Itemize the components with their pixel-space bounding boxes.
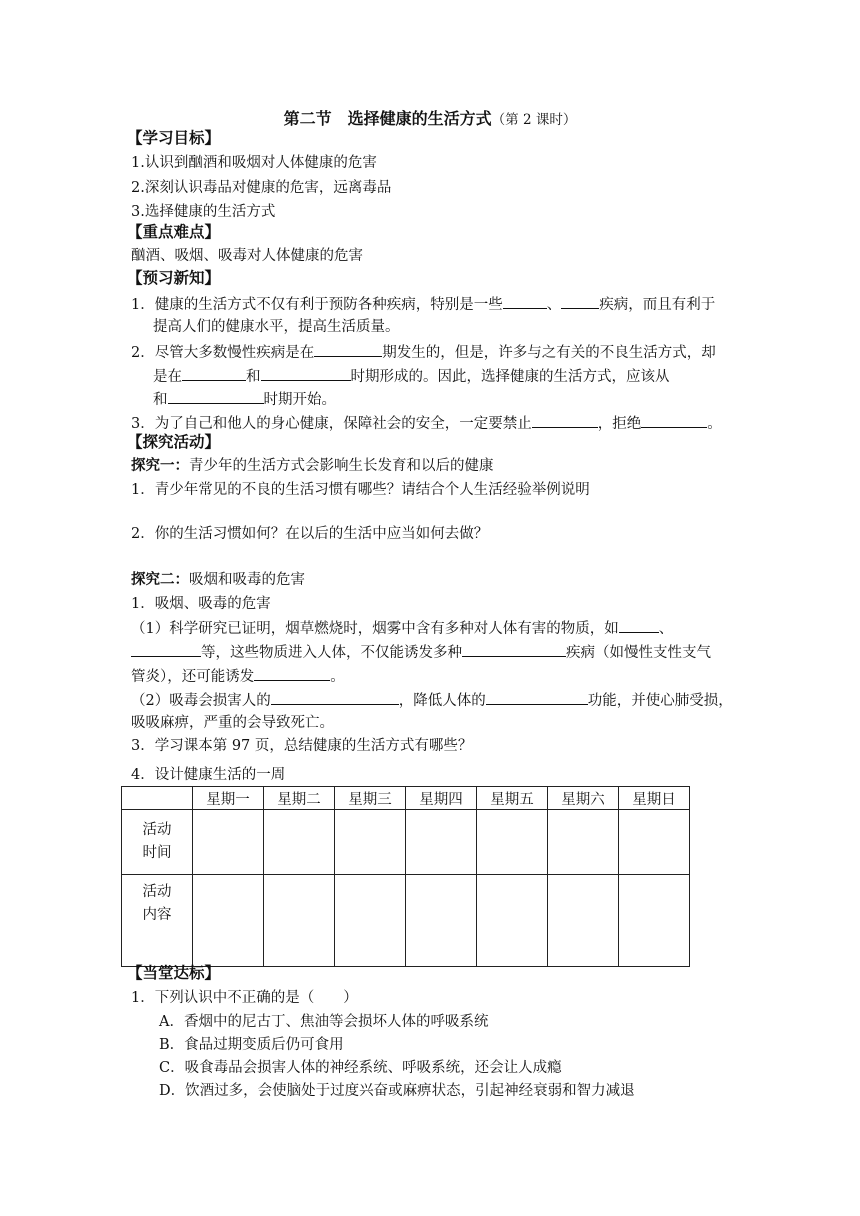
objective-item: 2.深刻认识毒品对健康的危害，远离毒品 [131,180,392,196]
preview-q2-line3: 和 时期开始。 [153,388,336,410]
table-cell[interactable] [619,875,690,967]
quiz-option-a[interactable]: A．香烟中的尼古丁、焦油等会损坏人体的呼吸系统 [159,1014,489,1030]
table-cell[interactable] [619,810,690,875]
fill-blank[interactable] [641,412,707,428]
objectives-heading: 【学习目标】 [127,129,221,147]
objective-item: 1.认识到酗酒和吸烟对人体健康的危害 [131,155,377,171]
preview-q1-line2: 提高人们的健康水平，提高生活质量。 [153,319,400,335]
fill-blank[interactable] [131,641,201,657]
table-cell[interactable] [193,875,264,967]
preview-q2-line1: 2．尽管大多数慢性疾病是在 期发生的，但是，许多与之有关的不良生活方式，却 [131,341,716,363]
explore-t1-q1: 1．青少年常见的不良的生活习惯有哪些？请结合个人生活经验举例说明 [131,482,590,498]
preview-q3: 3．为了自己和他人的身心健康，保障社会的安全，一定要禁止 ，拒绝 。 [131,412,722,434]
table-cell[interactable] [548,810,619,875]
table-cell[interactable] [335,810,406,875]
page-title [0,106,860,129]
day-header: 星期四 [406,787,477,810]
explore-heading: 【探究活动】 [127,433,221,451]
fill-blank[interactable] [561,293,599,309]
explore-topic-1: 探究一：青少年的生活方式会影响生长发育和以后的健康 [131,458,494,474]
fill-blank[interactable] [168,388,264,404]
table-cell[interactable] [406,810,477,875]
day-header: 星期日 [619,787,690,810]
key-points-text: 酗酒、吸烟、吸毒对人体健康的危害 [131,248,363,264]
fill-blank[interactable] [254,665,330,681]
table-cell[interactable] [264,875,335,967]
table-cell[interactable] [548,875,619,967]
fill-blank[interactable] [462,641,566,657]
explore-t1-q2: 2．你的生活习惯如何？在以后的生活中应当如何去做？ [131,526,489,542]
explore-p2-line1: （2）吸毒会损害人的 ，降低人体的 功能，并使心肺受损， [131,689,733,711]
table-cell[interactable] [477,810,548,875]
fill-blank[interactable] [619,617,659,633]
quiz-heading: 【当堂达标】 [127,964,221,982]
quiz-option-c[interactable]: C．吸食毒品会损害人体的神经系统、呼吸系统，还会让人成瘾 [159,1060,562,1076]
weekly-plan-table [121,786,690,967]
table-cell[interactable] [406,875,477,967]
day-header: 星期三 [335,787,406,810]
fill-blank[interactable] [503,293,547,309]
table-cell[interactable] [335,875,406,967]
row-label-activity-time: 活动 时间 [122,810,193,875]
explore-p2-line2: 吸吸麻痹，严重的会导致死亡。 [131,715,334,731]
fill-blank[interactable] [486,689,588,705]
title-main: 第二节 选择健康的生活方式 [283,109,492,128]
table-header-row [122,787,690,810]
day-header: 星期五 [477,787,548,810]
fill-blank[interactable] [314,341,382,357]
day-header: 星期六 [548,787,619,810]
fill-blank[interactable] [182,365,246,381]
quiz-option-b[interactable]: B．食品过期变质后仍可食用 [159,1037,344,1053]
day-header: 星期二 [264,787,335,810]
fill-blank[interactable] [532,412,598,428]
preview-q2-line2: 是在 和 时期形成的。因此，选择健康的生活方式，应该从 [153,365,670,387]
fill-blank[interactable] [261,365,351,381]
explore-q4: 4．设计健康生活的一周 [131,767,286,783]
table-row-activity-content [122,875,690,967]
key-points-heading: 【重点难点】 [127,223,221,241]
row-label-activity-content: 活动 内容 [122,875,193,967]
table-cell[interactable] [193,810,264,875]
quiz-q1: 1．下列认识中不正确的是（ ） [131,990,358,1006]
preview-q1-line1: 1．健康的生活方式不仅有利于预防各种疾病，特别是一些 、 疾病，而且有利于 [131,293,715,315]
table-corner-cell [122,787,193,810]
objective-item: 3.选择健康的生活方式 [131,204,276,220]
preview-heading: 【预习新知】 [127,269,221,287]
explore-q3: 3．学习课本第 97 页，总结健康的生活方式有哪些？ [131,738,473,754]
table-cell[interactable] [477,875,548,967]
explore-p1-line3: 管炎），还可能诱发 。 [131,665,345,687]
explore-t2-q1: 1．吸烟、吸毒的危害 [131,596,271,612]
day-header: 星期一 [193,787,264,810]
title-sub: （第 2 课时） [491,112,577,128]
quiz-option-d[interactable]: D．饮酒过多，会使脑处于过度兴奋或麻痹状态，引起神经衰弱和智力减退 [159,1083,635,1099]
explore-p1-line2: 等，这些物质进入人体，不仅能诱发多种 疾病（如慢性支性支气 [131,641,711,663]
explore-p1-line1: （1）科学研究已证明，烟草燃烧时，烟雾中含有多种对人体有害的物质，如 、 [131,617,673,639]
table-row-activity-time [122,810,690,875]
table-cell[interactable] [264,810,335,875]
fill-blank[interactable] [271,689,399,705]
explore-topic-2: 探究二：吸烟和吸毒的危害 [131,572,305,588]
